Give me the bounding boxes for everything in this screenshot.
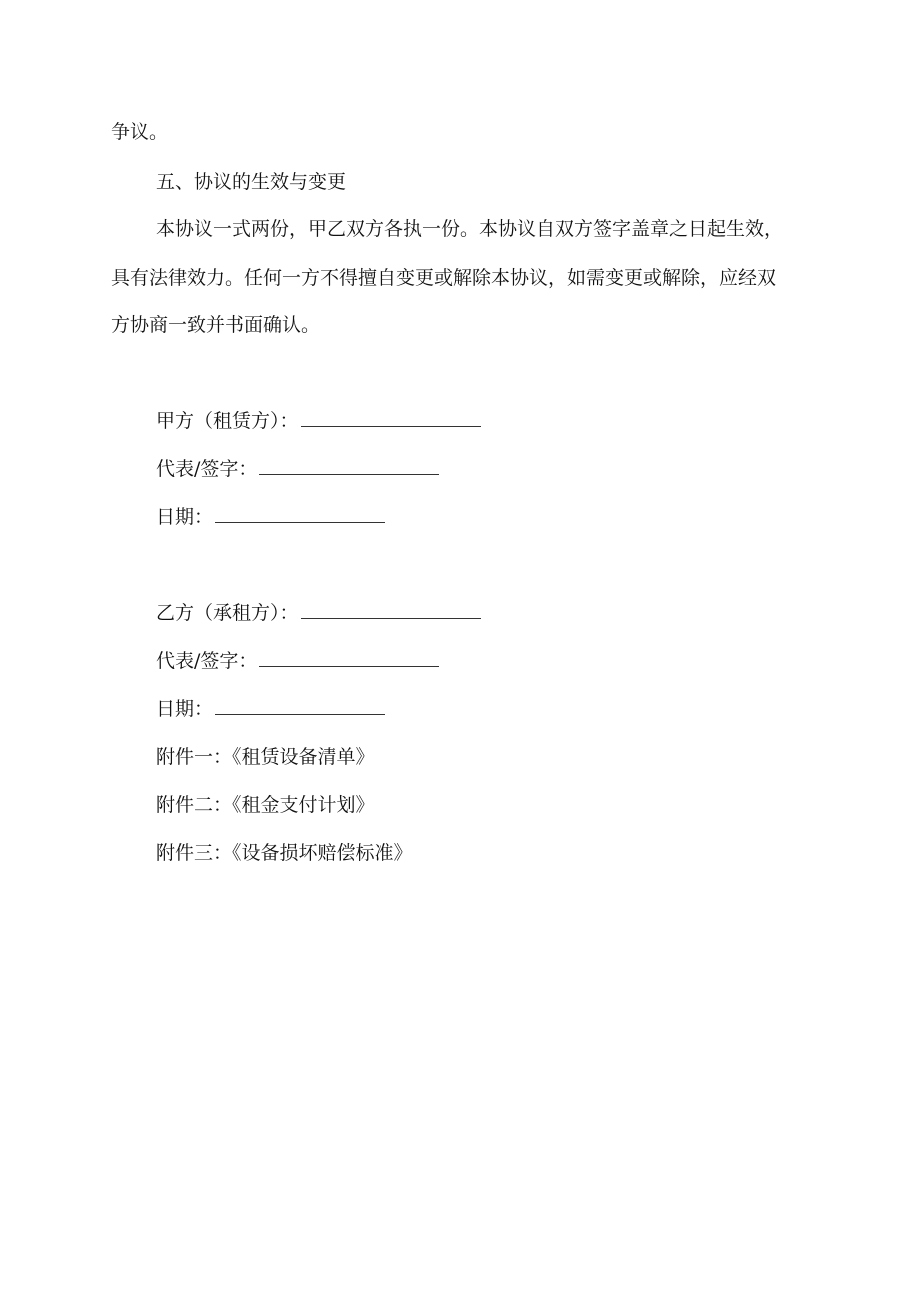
party-a-date-blank (215, 508, 385, 523)
paragraph-line: 具有法律效力。任何一方不得擅自变更或解除本协议，如需变更或解除，应经双 (111, 267, 777, 289)
attachment-item: 附件三：《设备损坏赔偿标准》 (156, 842, 413, 864)
party-b-rep-label: 代表/签字： (156, 650, 258, 672)
party-a-rep-label: 代表/签字： (156, 458, 258, 480)
party-b-rep-row (156, 649, 439, 673)
paragraph-line: 方协商一致并书面确认。 (111, 314, 321, 336)
attachment-item: 附件二：《租金支付计划》 (156, 794, 375, 816)
party-b-date-row (156, 697, 385, 721)
attachment-item: 附件一：《租赁设备清单》 (156, 746, 375, 768)
party-b-signature-row (156, 601, 481, 625)
party-b-blank (301, 604, 481, 619)
party-b-date-label: 日期： (156, 698, 214, 720)
party-a-label: 甲方（租赁方）： (156, 410, 299, 432)
party-a-blank (301, 412, 481, 427)
party-b-date-blank (215, 700, 385, 715)
party-a-signature-row (156, 409, 481, 433)
party-a-date-label: 日期： (156, 506, 214, 528)
paragraph-tail: 争议。 (111, 121, 169, 143)
party-b-rep-blank (259, 652, 439, 667)
party-a-date-row (156, 505, 385, 529)
party-a-rep-blank (259, 460, 439, 475)
paragraph-line: 本协议一式两份，甲乙双方各执一份。本协议自双方签字盖章之日起生效， (156, 218, 784, 240)
party-b-label: 乙方（承租方）： (156, 602, 299, 624)
party-a-rep-row (156, 457, 439, 481)
section-heading: 五、协议的生效与变更 (156, 171, 347, 193)
